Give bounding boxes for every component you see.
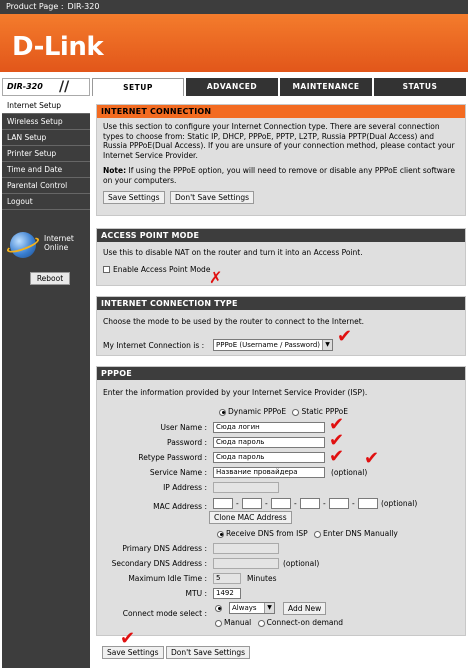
tab-advanced[interactable]: ADVANCED <box>186 78 278 96</box>
idle-time-unit: Minutes <box>247 574 277 583</box>
brand-header <box>0 14 468 72</box>
internet-connection-body <box>97 118 465 208</box>
connect-mode-always <box>215 603 224 613</box>
sidebar-item-lan-setup[interactable]: LAN Setup <box>2 130 90 146</box>
secondary-dns-input[interactable] <box>213 558 279 569</box>
connection-type-select[interactable] <box>213 339 333 351</box>
reboot-button[interactable]: Reboot <box>30 272 70 285</box>
connect-on-demand-label: Connect-on demand <box>266 618 344 627</box>
mac-octet-6[interactable] <box>358 498 378 509</box>
retype-password-label: Retype Password : <box>138 453 207 462</box>
tab-status[interactable]: STATUS <box>374 78 466 96</box>
static-pppoe-label: Static PPPoE <box>301 407 348 416</box>
password-input[interactable]: Сюда пароль <box>213 437 325 448</box>
pppoe-panel <box>96 366 466 636</box>
mac-optional: (optional) <box>381 499 418 508</box>
connection-type-title: INTERNET CONNECTION TYPE <box>97 297 465 310</box>
primary-dns-label: Primary DNS Address : <box>122 544 207 553</box>
mtu-label: MTU : <box>185 589 207 598</box>
ip-address-label: IP Address : <box>163 483 207 492</box>
chevron-down-icon: ▼ <box>322 340 332 350</box>
note-text: If using the PPPoE option, you will need to remove or disable any PPPoE client software on your computers. <box>103 166 456 185</box>
product-bar <box>0 0 468 14</box>
primary-dns-input[interactable] <box>213 543 279 554</box>
model-badge <box>2 78 90 96</box>
add-new-button[interactable]: Add New <box>283 602 326 615</box>
manual-dns-radio[interactable] <box>314 531 321 538</box>
access-point-option <box>103 265 459 275</box>
annotation-check-mark: ✔ <box>364 448 380 469</box>
receive-dns-radio[interactable] <box>217 531 224 538</box>
sidebar-item-logout[interactable]: Logout <box>2 194 90 210</box>
mac-octet-3[interactable] <box>271 498 291 509</box>
chevron-down-icon: ▼ <box>264 603 274 613</box>
product-model: DIR-320 <box>67 2 100 11</box>
annotation-check-mark: ✔ <box>329 446 345 467</box>
dynamic-pppoe-radio[interactable] <box>219 409 226 416</box>
idle-time-input[interactable]: 5 <box>213 573 241 584</box>
connect-on-demand-radio[interactable] <box>258 620 265 627</box>
sidebar-item-printer-setup[interactable]: Printer Setup <box>2 146 90 162</box>
internet-connection-panel <box>96 104 466 216</box>
annotation-check-mark: ✔ <box>120 628 136 649</box>
connection-type-label: My Internet Connection is : <box>103 341 205 350</box>
access-point-desc: Use this to disable NAT on the router and turn it into an Access Point. <box>103 248 363 257</box>
service-name-optional: (optional) <box>331 468 368 477</box>
tab-maintenance[interactable]: MAINTENANCE <box>280 78 372 96</box>
mac-separator: - <box>352 499 355 508</box>
enable-access-point-label: Enable Access Point Mode <box>113 264 211 274</box>
static-pppoe-radio[interactable] <box>292 409 299 416</box>
manual-label: Manual <box>224 618 252 627</box>
connection-type-value: PPPoE (Username / Password) <box>216 341 320 349</box>
username-label: User Name : <box>160 423 207 432</box>
model-badge-label: DIR-320 <box>7 82 43 91</box>
connect-always-radio[interactable] <box>215 605 222 612</box>
receive-dns-label: Receive DNS from ISP <box>226 529 308 538</box>
tab-bar <box>0 78 468 96</box>
bottom-save-settings-button[interactable]: Save Settings <box>102 646 164 659</box>
internet-status-text <box>44 234 74 252</box>
connect-mode-label: Connect mode select : <box>122 609 207 618</box>
service-name-input[interactable]: Название провайдера <box>213 467 325 478</box>
sidebar <box>2 98 90 668</box>
access-point-title: ACCESS POINT MODE <box>97 229 465 242</box>
mac-separator: - <box>236 499 239 508</box>
mac-separator: - <box>323 499 326 508</box>
bottom-dont-save-settings-button[interactable]: Don't Save Settings <box>166 646 250 659</box>
clone-mac-button[interactable]: Clone MAC Address <box>209 511 292 524</box>
annotation-check-mark: ✔ <box>329 414 345 435</box>
mac-address-label: MAC Address : <box>153 502 207 511</box>
sidebar-item-internet-setup[interactable]: Internet Setup <box>2 98 90 114</box>
connection-type-panel <box>96 296 466 356</box>
mtu-input[interactable]: 1492 <box>213 588 241 599</box>
sidebar-item-parental-control[interactable]: Parental Control <box>2 178 90 194</box>
password-label: Password : <box>167 438 207 447</box>
dynamic-pppoe-label: Dynamic PPPoE <box>228 407 287 416</box>
annotation-check-mark: ✔ <box>329 430 345 451</box>
save-settings-button[interactable]: Save Settings <box>103 191 165 204</box>
connection-type-desc: Choose the mode to be used by the router to connect to the Internet. <box>103 317 365 326</box>
mac-separator: - <box>294 499 297 508</box>
product-page-label: Product Page : <box>6 2 64 11</box>
secondary-dns-label: Secondary DNS Address : <box>111 559 207 568</box>
dont-save-settings-button[interactable]: Don't Save Settings <box>170 191 254 204</box>
sidebar-item-time-and-date[interactable]: Time and Date <box>2 162 90 178</box>
ip-address-input[interactable] <box>213 482 279 493</box>
connect-schedule-value: Always <box>232 604 257 612</box>
pppoe-title: PPPOE <box>97 367 465 380</box>
connect-schedule-select[interactable] <box>229 602 275 614</box>
retype-password-input[interactable]: Сюда пароль <box>213 452 325 463</box>
pppoe-desc: Enter the information provided by your Internet Service Provider (ISP). <box>103 388 368 397</box>
connect-mode-other <box>215 618 343 628</box>
secondary-dns-optional: (optional) <box>283 559 320 568</box>
internet-connection-title: INTERNET CONNECTION <box>97 105 465 118</box>
pppoe-body <box>97 380 465 402</box>
access-point-panel <box>96 228 466 286</box>
mac-octet-2[interactable] <box>242 498 262 509</box>
dns-mode-radios <box>217 529 398 539</box>
idle-time-label: Maximum Idle Time : <box>128 574 207 583</box>
access-point-body <box>97 242 465 278</box>
sidebar-item-wireless-setup[interactable]: Wireless Setup <box>2 114 90 130</box>
status-line-online: Online <box>44 243 69 252</box>
mac-octet-1[interactable] <box>213 498 233 509</box>
tab-setup[interactable]: SETUP <box>92 78 184 96</box>
status-line-internet: Internet <box>44 234 74 243</box>
connection-type-body <box>97 310 465 331</box>
annotation-cross-mark: ✗ <box>209 268 223 287</box>
internet-connection-actions <box>103 191 459 204</box>
annotation-check-mark: ✔ <box>337 326 353 347</box>
dlink-logo: D-Link <box>12 32 104 62</box>
model-slash-icon: // <box>59 79 70 95</box>
manual-radio[interactable] <box>215 620 222 627</box>
mac-octet-5[interactable] <box>329 498 349 509</box>
manual-dns-label: Enter DNS Manually <box>323 529 398 538</box>
enable-access-point-checkbox[interactable] <box>103 266 110 273</box>
username-input[interactable]: Сюда логин <box>213 422 325 433</box>
internet-connection-note <box>103 166 459 185</box>
note-label: Note: <box>103 166 127 175</box>
service-name-label: Service Name : <box>149 468 207 477</box>
internet-connection-desc: Use this section to configure your Internet Connection type. There are several connection types to choose from: Static IP, DHCP, PPPoE, PPTP, L2TP, Russia PPTP(Dual Access) and Russia PPPoE(Dual Access). If you are unsure of your connection method, please contact your Internet Service Provider. <box>103 122 455 160</box>
mac-octet-4[interactable] <box>300 498 320 509</box>
mac-separator: - <box>265 499 268 508</box>
internet-status <box>6 230 90 260</box>
